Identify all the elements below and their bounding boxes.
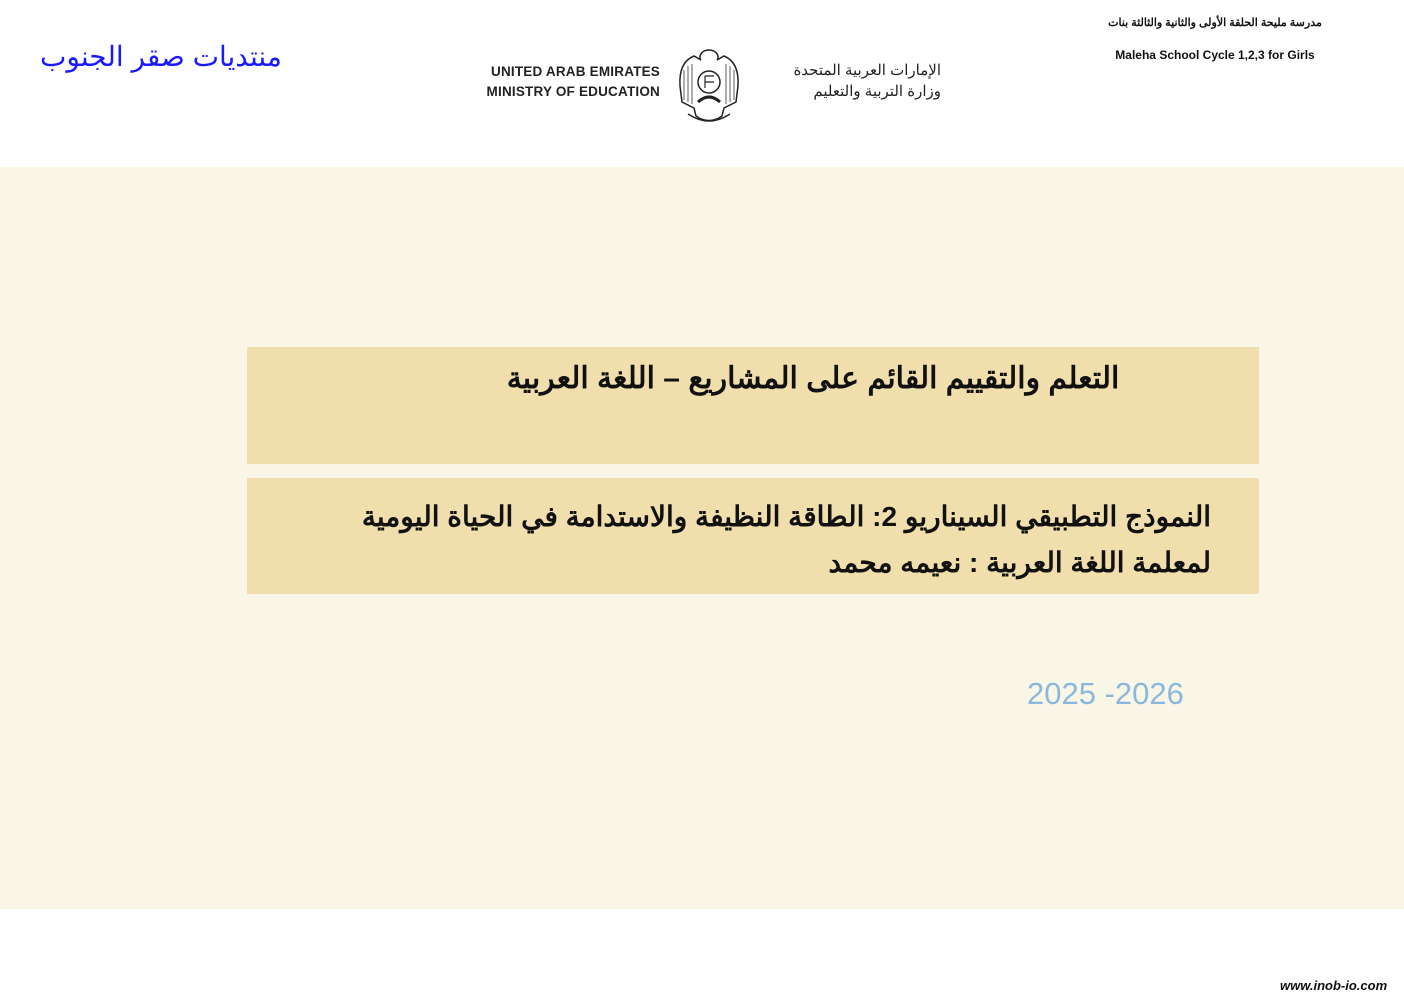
ministry-name-ar <box>756 60 941 102</box>
website-watermark: www.inob-io.com <box>1280 978 1388 993</box>
uae-emblem-icon <box>674 46 744 128</box>
document-title: التعلم والتقييم القائم على المشاريع – اللغة العربية <box>506 362 1120 395</box>
school-name-en: Maleha School Cycle 1,2,3 for Girls <box>1115 48 1315 62</box>
subtitle-box <box>247 478 1259 594</box>
ministry-line: الإمارات العربية المتحدة <box>793 62 941 79</box>
forum-name: منتديات صقر الجنوب <box>40 41 282 72</box>
ministry-line: MINISTRY OF EDUCATION <box>486 84 660 99</box>
title-box <box>247 347 1259 464</box>
ministry-line: UNITED ARAB EMIRATES <box>491 64 660 79</box>
ministry-name-en <box>470 62 660 102</box>
ministry-line: وزارة التربية والتعليم <box>813 83 941 100</box>
school-name-ar: مدرسة مليحة الحلقة الأولى والثانية والثالثة بنات <box>1108 17 1322 29</box>
scenario-title: النموذج التطبيقي السيناريو 2: الطاقة النظيفة والاستدامة في الحياة اليومية <box>361 501 1211 532</box>
academic-year: 2025 -2026 <box>1027 676 1184 711</box>
teacher-name: لمعلمة اللغة العربية : نعيمه محمد <box>828 547 1211 578</box>
